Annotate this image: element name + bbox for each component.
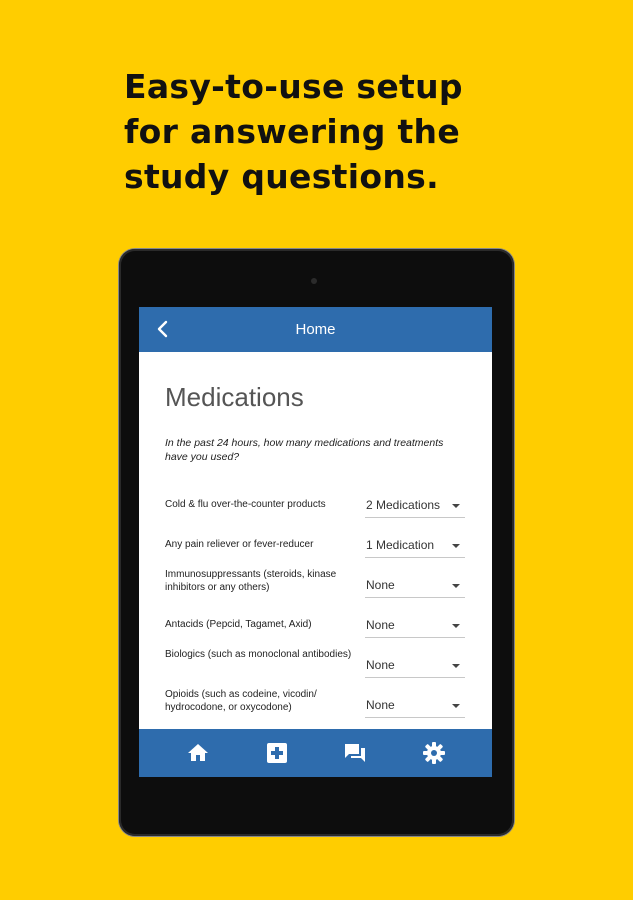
bottom-nav-bar xyxy=(139,729,492,777)
promo-headline-line-2: for answering the xyxy=(124,112,461,151)
medication-count-select[interactable] xyxy=(365,654,465,678)
medication-label: Immunosuppressants (steroids, kinase inhibitors or any others) xyxy=(165,569,337,593)
caret-down-icon xyxy=(452,664,460,668)
home-icon[interactable] xyxy=(186,741,210,765)
caret-down-icon xyxy=(452,504,460,508)
chevron-left-icon[interactable] xyxy=(153,317,173,341)
medication-count-select[interactable] xyxy=(365,574,465,598)
promo-headline-line-3: study questions. xyxy=(124,157,439,196)
select-value: None xyxy=(366,578,395,592)
medication-label: Antacids (Pepcid, Tagamet, Axid) xyxy=(165,619,312,630)
caret-down-icon xyxy=(452,544,460,548)
select-value: None xyxy=(366,618,395,632)
medication-row-immunosuppressants xyxy=(165,568,470,608)
medication-label: Cold & flu over-the-counter products xyxy=(165,499,326,510)
caret-down-icon xyxy=(452,584,460,588)
medication-count-select[interactable] xyxy=(365,534,465,558)
medication-label: Opioids (such as codeine, vicodin/ hydrocodone, or oxycodone) xyxy=(165,689,317,713)
caret-down-icon xyxy=(452,624,460,628)
medication-label: Any pain reliever or fever-reducer xyxy=(165,539,314,550)
gear-icon[interactable] xyxy=(422,741,446,765)
select-value: 1 Medication xyxy=(366,538,435,552)
medication-count-select[interactable] xyxy=(365,614,465,638)
medication-row-cold-flu xyxy=(165,494,470,534)
caret-down-icon xyxy=(452,704,460,708)
camera-dot xyxy=(311,278,317,284)
medication-label: Biologics (such as monoclonal antibodies) xyxy=(165,649,352,660)
page-title: Medications xyxy=(165,382,304,412)
medical-plus-icon[interactable] xyxy=(265,741,289,765)
top-app-bar xyxy=(139,307,492,352)
select-value: None xyxy=(366,698,395,712)
select-value: None xyxy=(366,658,395,672)
medication-count-select[interactable] xyxy=(365,494,465,518)
chat-icon[interactable] xyxy=(343,741,367,765)
medication-row-opioids xyxy=(165,688,470,728)
select-value: 2 Medications xyxy=(366,498,441,512)
top-bar-title: Home xyxy=(295,321,336,338)
medication-count-select[interactable] xyxy=(365,694,465,718)
medication-row-biologics xyxy=(165,648,470,688)
promo-headline xyxy=(124,64,564,199)
app-screen xyxy=(139,307,492,777)
question-text: In the past 24 hours, how many medications and treatments have you used? xyxy=(165,437,444,463)
promo-headline-line-1: Easy-to-use setup xyxy=(124,67,463,106)
